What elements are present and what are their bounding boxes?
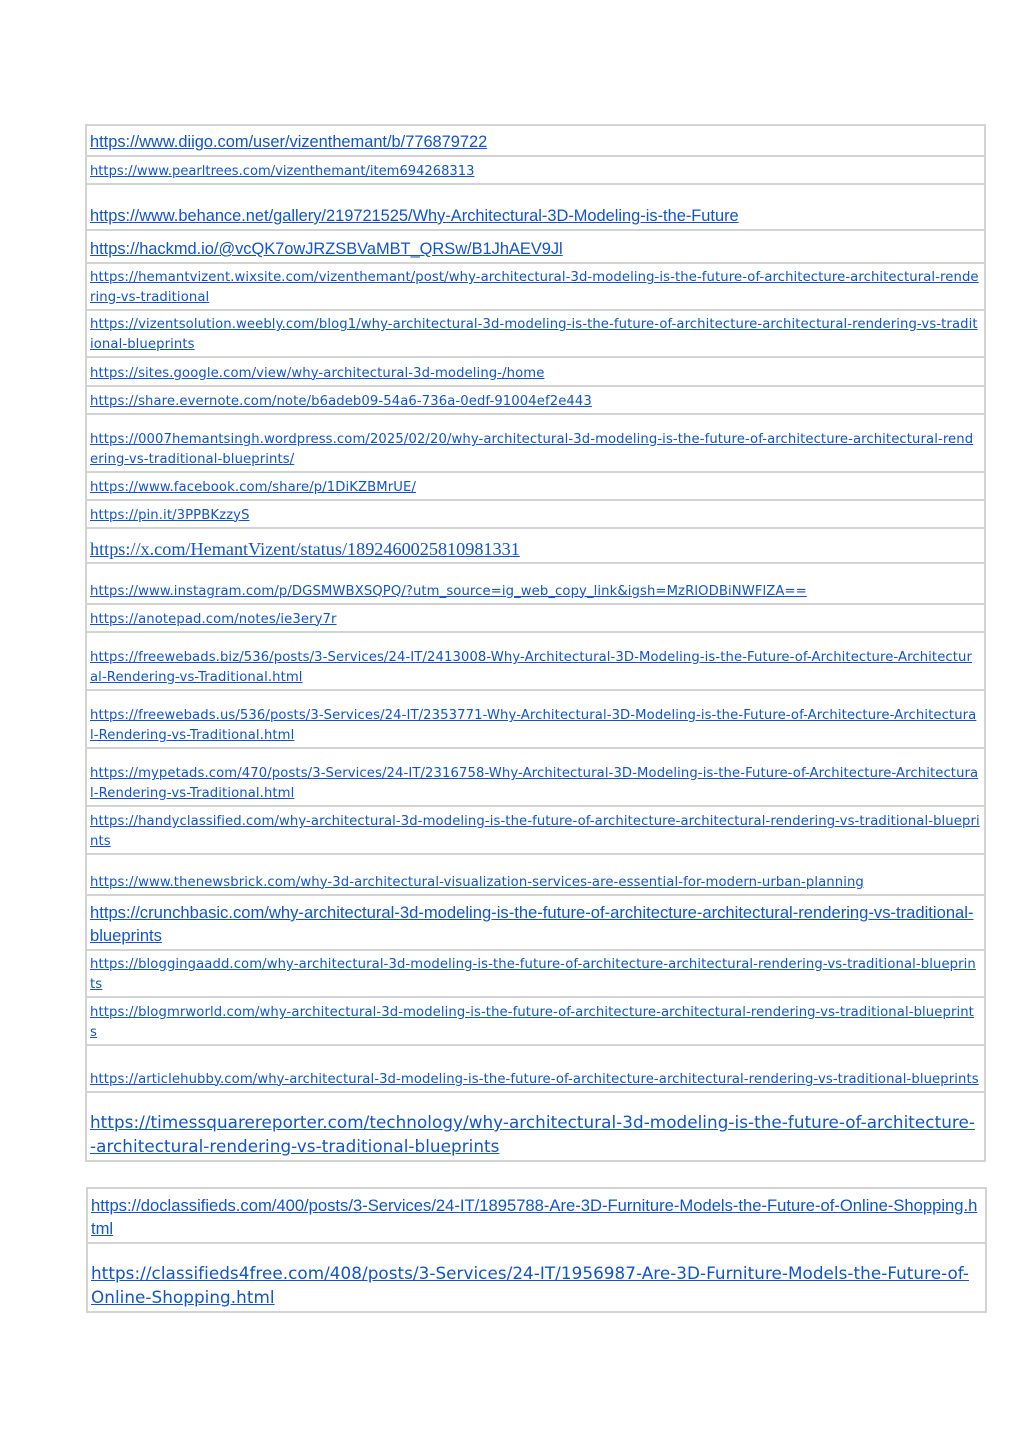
table-cell [86, 950, 985, 997]
url-link[interactable]: https://www.pearltrees.com/vizenthemant/item694268313 [90, 163, 475, 179]
url-link[interactable]: https://share.evernote.com/note/b6adeb09-54a6-736a-0edf-91004ef2e443 [90, 393, 592, 409]
table-cell [86, 230, 985, 263]
cell-content [90, 901, 980, 949]
table-row [86, 386, 985, 414]
table-cell [86, 528, 985, 563]
table-cell [86, 748, 985, 806]
cell-content [90, 238, 980, 262]
url-link[interactable]: https://www.thenewsbrick.com/why-3d-architectural-visualization-services-are-essential-for-modern-urban-planning [90, 874, 864, 890]
cell-content [90, 315, 980, 356]
url-link[interactable]: https://sites.google.com/view/why-architectural-3d-modeling-/home [90, 365, 545, 381]
table-cell [86, 997, 985, 1045]
cell-content [90, 162, 980, 184]
url-link[interactable]: https://timessquarereporter.com/technology/why-architectural-3d-modeling-is-the-future-of-architecture--architectural-rendering-vs-traditional-blueprints [90, 1112, 975, 1156]
table-row [86, 310, 985, 357]
table-row [86, 806, 985, 854]
url-link[interactable]: https://doclassifieds.com/400/posts/3-Services/24-IT/1895788-Are-3D-Furniture-Models-the-Future-of-Online-Shopping.html [91, 1196, 978, 1238]
url-link[interactable]: https://www.diigo.com/user/vizenthemant/b/776879722 [90, 133, 488, 151]
url-link[interactable]: https://vizentsolution.weebly.com/blog1/why-architectural-3d-modeling-is-the-future-of-architecture-architectural-rendering-vs-traditional-blueprints [90, 317, 978, 352]
table-row [86, 125, 985, 156]
url-link[interactable]: https://www.facebook.com/share/p/1DiKZBMrUE/ [90, 479, 417, 495]
table-cell [86, 125, 985, 156]
table-cell [86, 263, 985, 310]
cell-content [90, 392, 980, 414]
table-cell [87, 1243, 986, 1312]
link-table-primary-body [86, 125, 985, 1161]
cell-content [90, 812, 980, 853]
cell-content [90, 430, 980, 471]
table-row [86, 895, 985, 950]
url-link[interactable]: https://classifieds4free.com/408/posts/3-Services/24-IT/1956987-Are-3D-Furniture-Models-the-Future-of-Online-Shopping.html [91, 1263, 969, 1307]
link-table-secondary [86, 1187, 987, 1313]
url-link[interactable]: https://freewebads.biz/536/posts/3-Services/24-IT/2413008-Why-Architectural-3D-Modeling-is-the-Future-of-Architecture-Architectural-Rendering-vs-Traditional.html [90, 650, 973, 685]
table-cell [86, 472, 985, 500]
table-row [86, 263, 985, 310]
table-cell [86, 357, 985, 386]
link-table-secondary-body [87, 1188, 986, 1312]
table-cell [86, 854, 985, 895]
table-cell [86, 895, 985, 950]
link-table-primary [85, 124, 986, 1162]
table-cell [86, 386, 985, 414]
cell-content [90, 131, 980, 155]
url-link[interactable]: https://blogmrworld.com/why-architectural-3d-modeling-is-the-future-of-architecture-architectural-rendering-vs-traditional-blueprints [90, 1005, 974, 1040]
cell-content [90, 955, 980, 996]
cell-content [91, 1261, 981, 1311]
url-link[interactable]: https://bloggingaadd.com/why-architectural-3d-modeling-is-the-future-of-architecture-architectural-rendering-vs-traditional-blueprints [90, 957, 976, 992]
table-cell [86, 500, 985, 528]
cell-content [91, 1194, 981, 1242]
url-link[interactable]: https://handyclassified.com/why-architectural-3d-modeling-is-the-future-of-architecture-architectural-rendering-vs-traditional-blueprints [90, 814, 980, 849]
table-cell [86, 690, 985, 748]
table-cell [86, 632, 985, 690]
cell-content [90, 205, 980, 229]
table-cell [86, 806, 985, 854]
cell-content [90, 478, 980, 500]
url-link[interactable]: https://0007hemantsingh.wordpress.com/2025/02/20/why-architectural-3d-modeling-is-the-future-of-architecture-architectural-rendering-vs-traditional-blueprints/ [90, 432, 974, 467]
table-cell [86, 414, 985, 472]
table-row [86, 156, 985, 184]
url-link[interactable]: https://x.com/HemantVizent/status/1892460025810981331 [90, 539, 520, 559]
table-cell [86, 563, 985, 604]
table-row [86, 184, 985, 230]
table-row [86, 1045, 985, 1092]
table-row [86, 854, 985, 895]
table-row [86, 1092, 985, 1161]
cell-content [90, 764, 980, 805]
table-row [86, 632, 985, 690]
table-cell [86, 1045, 985, 1092]
cell-content [90, 1070, 980, 1092]
table-row [86, 528, 985, 563]
table-row [86, 357, 985, 386]
table-row [87, 1188, 986, 1243]
table-row [86, 563, 985, 604]
cell-content [90, 1003, 980, 1044]
table-row [86, 230, 985, 263]
table-row [86, 414, 985, 472]
cell-content [90, 610, 980, 632]
table-row [86, 997, 985, 1045]
url-link[interactable]: https://www.behance.net/gallery/219721525/Why-Architectural-3D-Modeling-is-the-Future [90, 207, 739, 225]
cell-content [90, 873, 980, 895]
url-link[interactable]: https://freewebads.us/536/posts/3-Services/24-IT/2353771-Why-Architectural-3D-Modeling-is-the-Future-of-Architecture-Architectural-Rendering-vs-Traditional.html [90, 708, 977, 743]
url-link[interactable]: https://hackmd.io/@vcQK7owJRZSBVaMBT_QRSw/B1JhAEV9Jl [90, 240, 563, 258]
table-row [86, 950, 985, 997]
table-cell [86, 1092, 985, 1161]
table-row [86, 748, 985, 806]
cell-content [90, 648, 980, 689]
table-cell [86, 156, 985, 184]
cell-content [90, 706, 980, 747]
url-link[interactable]: https://articlehubby.com/why-architectural-3d-modeling-is-the-future-of-architecture-architectural-rendering-vs-traditional-blueprints [90, 1071, 979, 1087]
url-link[interactable]: https://pin.it/3PPBKzzyS [90, 507, 250, 523]
cell-content [90, 506, 980, 528]
url-link[interactable]: https://mypetads.com/470/posts/3-Services/24-IT/2316758-Why-Architectural-3D-Modeling-is-the-Future-of-Architecture-Architectural-Rendering-vs-Traditional.html [90, 766, 979, 801]
table-row [86, 472, 985, 500]
cell-content [90, 538, 980, 562]
cell-content [90, 582, 980, 604]
url-link[interactable]: https://hemantvizent.wixsite.com/vizenthemant/post/why-architectural-3d-modeling-is-the-future-of-architecture-architectural-rendering-vs-traditional [90, 270, 979, 305]
table-row [86, 500, 985, 528]
table-cell [86, 604, 985, 632]
cell-content [90, 364, 980, 386]
table-row [86, 604, 985, 632]
table-row [86, 690, 985, 748]
url-link[interactable]: https://anotepad.com/notes/ie3ery7r [90, 611, 337, 627]
table-cell [86, 184, 985, 230]
table-cell [86, 310, 985, 357]
url-link[interactable]: https://www.instagram.com/p/DGSMWBXSQPQ/?utm_source=ig_web_copy_link&igsh=MzRlODBiNWFlZA== [90, 583, 807, 599]
cell-content [90, 268, 980, 309]
url-link[interactable]: https://crunchbasic.com/why-architectural-3d-modeling-is-the-future-of-architecture-architectural-rendering-vs-traditional-blueprints [90, 903, 974, 945]
table-cell [87, 1188, 986, 1243]
table-row [87, 1243, 986, 1312]
cell-content [90, 1110, 980, 1160]
